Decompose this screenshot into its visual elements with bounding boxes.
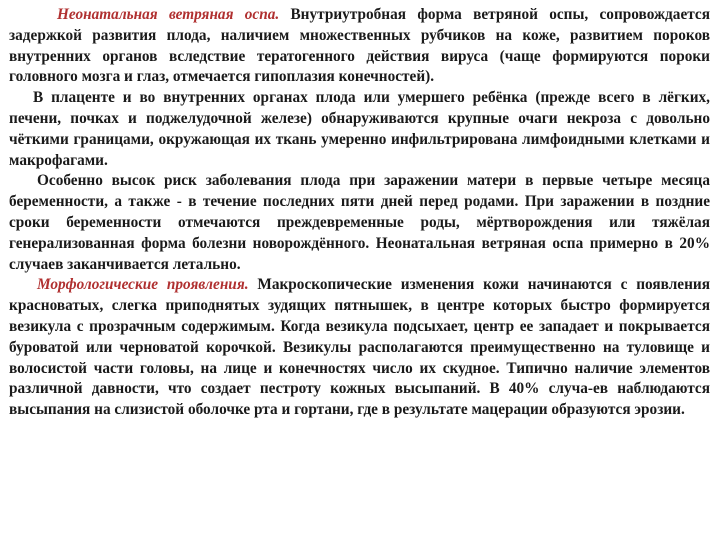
- paragraph-placenta-findings: [9, 88, 710, 171]
- term-morphology: Морфологические проявления.: [37, 276, 249, 294]
- term-neonatal-varicella: Неонатальная ветряная оспа.: [57, 6, 280, 23]
- paragraph-text: Внутриутробная форма ветряной оспы, сопровождается задержкой развития плода, наличием множественных рубчиков на коже, развитием пороков внутренних органов вследствие тератогенного действия вируса (чаще формируются пороки головного мозга и глаз, отмечается гипоплазия конечностей).: [9, 6, 710, 86]
- paragraph-text: Особенно высок риск заболевания плода при заражении матери в первые четыре месяца беременности, а также - в течение последних пяти дней перед родами. При заражении в поздние сроки беременности отмечаются преждевременные роды, мёртворождения или тяжёлая генерализованная форма болезни новорождённого. Неонатальная ветряная оспа примерно в 20% случаев заканчивается летально.: [9, 172, 710, 273]
- paragraph-text: В плаценте и во внутренних органах плода или умершего ребёнка (прежде всего в лёгких, печени, почках и поджелудочной железе) обнаруживаются крупные очаги некроза с довольно чёткими границами, окружающая их ткань умеренно инфильтрирована лимфоидными клетками и макрофагами.: [9, 89, 710, 169]
- paragraph-morphology: [9, 275, 710, 421]
- text-body: [9, 5, 710, 421]
- paragraph-neonatal-varicella: [9, 5, 710, 88]
- paragraph-text: Макроскопические изменения кожи начинаются с появления красноватых, слегка приподнятых зудящих пятнышек, в центре которых быстро формируется везикула с прозрачным содержимым. Когда везикула подсыхает, центр ее западает и покрывается буроватой или черноватой корочкой. Везикулы располагаются преимущественно на туловище и волосистой части головы, на лице и конечностях число их скудное. Типично наличие элементов различной давности, что создает пестроту кожных высыпаний. В 40% случа-ев наблюдаются высыпания на слизистой оболочке рта и гортани, где в результате мацерации образуются эрозии.: [9, 276, 710, 419]
- paragraph-risk: [9, 171, 710, 275]
